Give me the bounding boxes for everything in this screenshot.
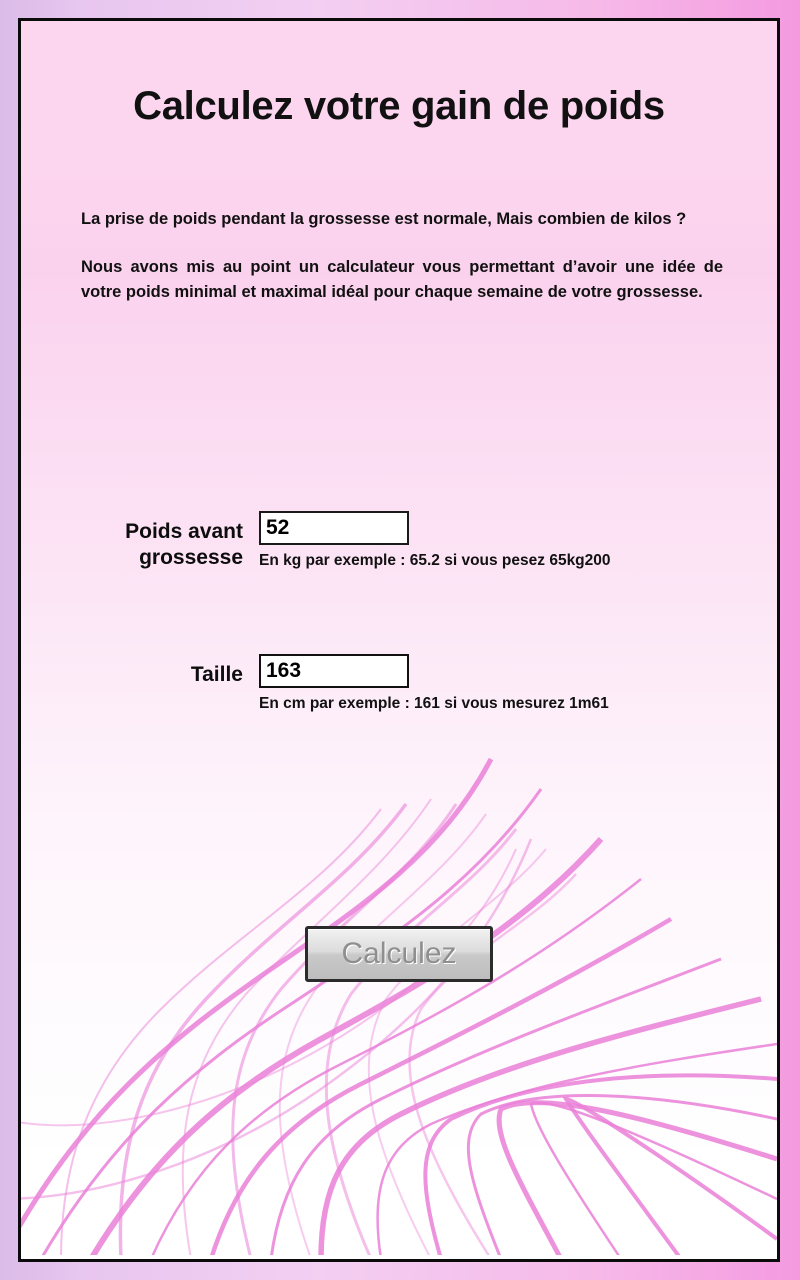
field-row-height (63, 654, 735, 713)
height-input[interactable] (259, 654, 409, 688)
submit-row (21, 926, 777, 982)
page-title: Calculez votre gain de poids (133, 84, 665, 128)
calculator-form (63, 511, 735, 713)
intro-paragraph-2: Nous avons mis au point un calculateur vous permettant d’avoir une idée de votre poids minimal et maximal idéal pour chaque semaine de votre grossesse. (81, 257, 723, 302)
field-row-weight (63, 511, 735, 572)
height-input-hint: En cm par exemple : 161 si vous mesurez 1m61 (259, 694, 609, 712)
weight-input-hint: En kg par exemple : 65.2 si vous pesez 65kg200 (259, 552, 611, 569)
weight-field-label: Poids avant grossesse (125, 520, 243, 570)
form-row-spacer (63, 572, 735, 654)
calculate-button[interactable]: Calculez (305, 926, 493, 982)
app-window (18, 18, 780, 1262)
frame-bottom-edge (21, 1255, 777, 1259)
height-field-column (259, 654, 735, 713)
intro-paragraph-1: La prise de poids pendant la grossesse est normale, Mais combien de kilos ? (81, 210, 687, 228)
page-content (21, 21, 777, 1259)
weight-input[interactable] (259, 511, 409, 545)
height-field-label: Taille (190, 662, 243, 686)
weight-field-column (259, 511, 735, 570)
